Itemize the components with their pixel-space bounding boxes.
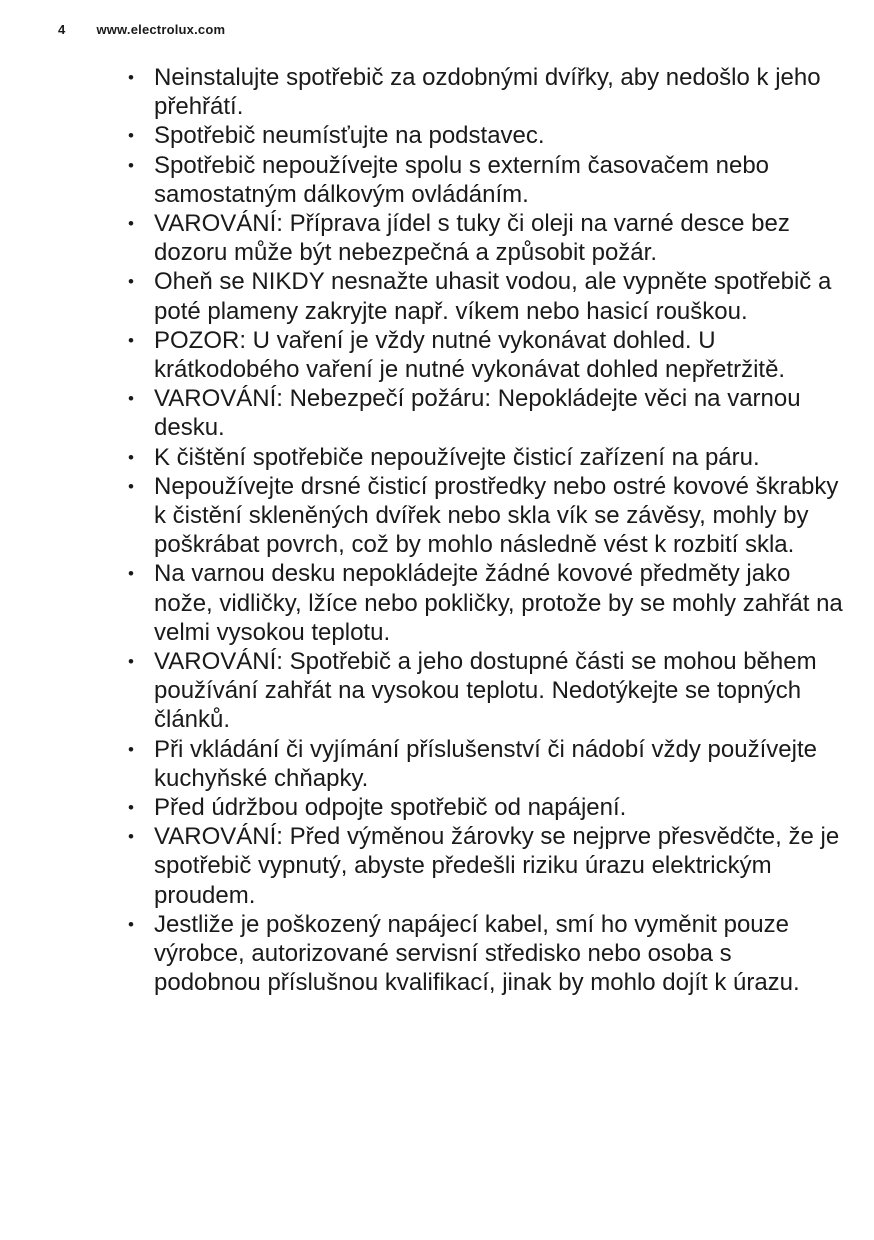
bullet-icon: • [128,126,134,146]
list-item-text: VAROVÁNÍ: Spotřebič a jeho dostupné části se mohou během používání zahřát na vysokou teplotu. Nedotýkejte se topných článků. [154,648,817,734]
bullet-icon: • [128,827,134,847]
list-item-text: Oheň se NIKDY nesnažte uhasit vodou, ale vypněte spotřebič a poté plameny zakryjte např. víkem nebo hasicí rouškou. [154,268,832,325]
bullet-icon: • [128,272,134,292]
bullet-icon: • [128,214,134,234]
list-item [124,793,844,822]
list-item [124,559,844,647]
list-item-text: Před údržbou odpojte spotřebič od napájení. [154,794,627,822]
page-number: 4 [58,22,66,37]
list-item [124,151,844,209]
bullet-icon: • [128,68,134,87]
list-item-text: VAROVÁNÍ: Před výměnou žárovky se nejprve přesvědčte, že je spotřebič vypnutý, abyste předešli riziku úrazu elektrickým proudem. [154,823,840,909]
list-item-text: POZOR: U vaření je vždy nutné vykonávat dohled. U krátkodobého vaření je nutné vykonávat dohled nepřetržitě. [154,326,786,384]
bullet-icon: • [128,155,134,175]
list-item [124,384,844,442]
list-item-text: Neinstalujte spotřebič za ozdobnými dvířky, aby nedošlo k jeho přehřátí. [154,64,821,121]
list-item [124,443,844,472]
list-item [124,63,844,121]
list-item [124,121,844,150]
list-item-text: Na varnou desku nepokládejte žádné kovové předměty jako nože, vidličky, lžíce nebo pokličky, protože by se mohly zahřát na velmi vysokou teplotu. [154,560,843,646]
bullet-icon: • [128,564,134,584]
list-item-text: Spotřebič neumísťujte na podstavec. [154,122,545,150]
list-item [124,326,844,384]
website-url: www.electrolux.com [96,22,226,37]
bullet-icon: • [128,798,134,818]
list-item [124,209,844,267]
list-item-text: K čištění spotřebiče nepoužívejte čisticí zařízení na páru. [154,443,760,471]
list-item-text: VAROVÁNÍ: Příprava jídel s tuky či oleji na varné desce bez dozoru může být nebezpečná a způsobit požár. [154,210,790,267]
bullet-icon: • [128,739,134,759]
list-item [124,647,844,735]
list-item-text: Nepoužívejte drsné čisticí prostředky nebo ostré kovové škrabky k čistění skleněných dvířek nebo skla vík se závěsy, mohly by poškrábat povrch, což by mohlo následně vést k rozbití skla. [154,472,839,559]
bullet-icon: • [128,476,134,496]
list-item [124,267,844,325]
bullet-icon: • [128,652,134,672]
bullet-icon: • [128,914,134,934]
list-item-text: Při vkládání či vyjímání příslušenství či nádobí vždy používejte kuchyňské chňapky. [154,735,817,792]
list-item [124,910,844,998]
list-item-text: VAROVÁNÍ: Nebezpečí požáru: Nepokládejte věci na varnou desku. [154,385,801,442]
list-item [124,735,844,793]
safety-instructions [124,63,844,998]
safety-list [124,63,844,998]
bullet-icon: • [128,447,134,467]
list-item [124,822,844,910]
page-header [58,22,225,37]
bullet-icon: • [128,389,134,409]
list-item-text: Spotřebič nepoužívejte spolu s externím časovačem nebo samostatným dálkovým ovládáním. [154,151,770,208]
list-item-text: Jestliže je poškozený napájecí kabel, smí ho vyměnit pouze výrobce, autorizované servisní středisko nebo osoba s podobnou příslušnou kvalifikací, jinak by mohlo dojít k úrazu. [154,910,800,997]
bullet-icon: • [128,330,134,350]
list-item [124,472,844,560]
